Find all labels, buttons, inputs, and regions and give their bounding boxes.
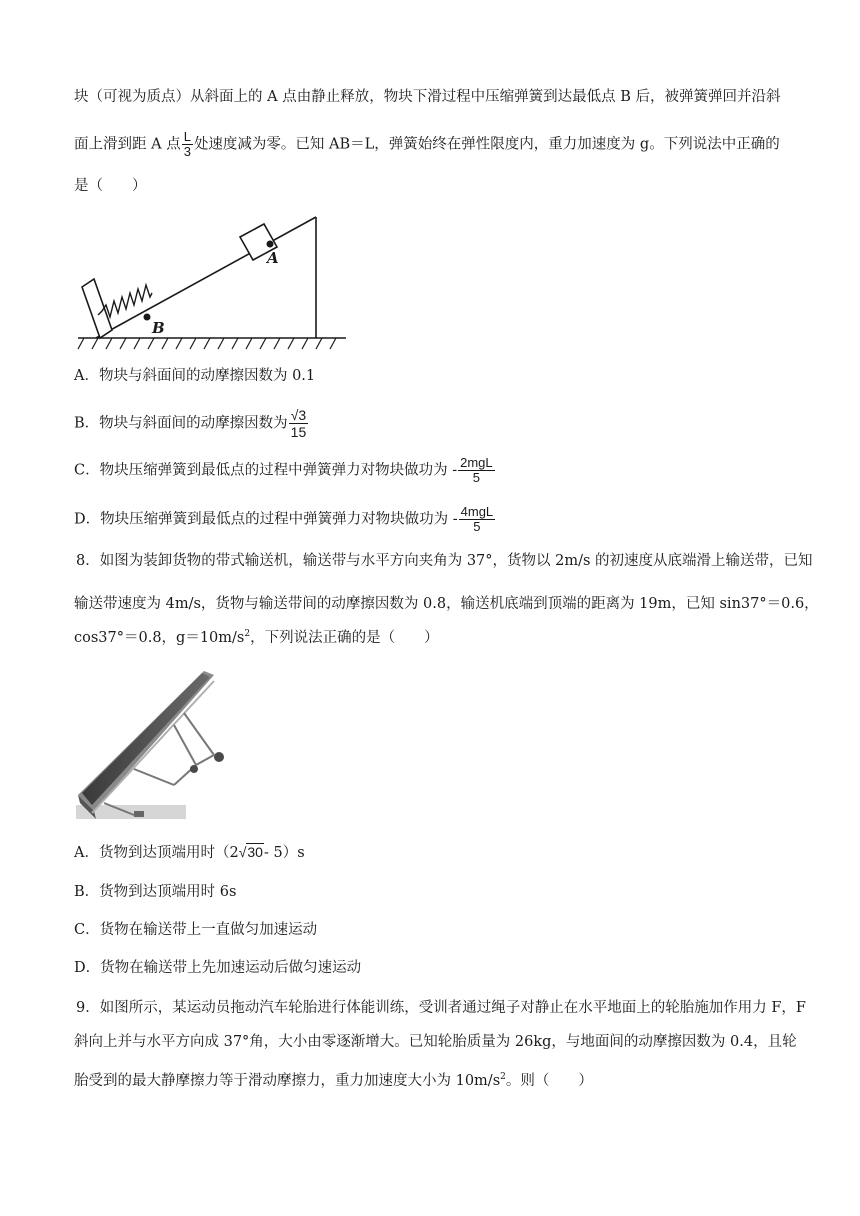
q7-line-3: 是（ ） bbox=[74, 178, 147, 194]
fraction-l-over-3: $\frac{L}{3}$ bbox=[183, 129, 191, 159]
q8-line-1: 8．如图为装卸货物的带式输送机，输送带与水平方向夹角为 37°，货物以 2m/s 的初速度从底端滑上输送带，已知 bbox=[76, 553, 813, 569]
sqrt-30: √30 bbox=[238, 844, 263, 860]
point-b-dot bbox=[144, 314, 151, 321]
q8-option-c[interactable]: C．货物在输送带上一直做匀加速运动 bbox=[74, 922, 318, 938]
fraction-4mgl-over-5: $\frac{\text{4mgL}}{5}$ bbox=[460, 504, 494, 534]
q7-option-d[interactable]: D．物块压缩弹簧到最低点的过程中弹簧弹力对物块做功为 - $\frac{\text{4mgL}}{5}$ bbox=[74, 504, 494, 534]
q8-line-2: 输送带速度为 4m/s，货物与输送带间的动摩擦因数为 0.8，输送机底端到顶端的距离为 19m，已知 sin37°＝0.6， bbox=[74, 596, 819, 612]
q7-line-2: 面上滑到距 A 点 $\frac{L}{3}$ 处速度减为零。已知 AB＝L，弹簧始终在弹性限度内，重力加速度为 g。下列说法中正确的 bbox=[74, 129, 780, 159]
q9-line-1: 9．如图所示，某运动员拖动汽车轮胎进行体能训练，受训者通过绳子对静止在水平地面上的轮胎施加作用力 F，F bbox=[76, 1000, 806, 1016]
q7-option-b[interactable]: B．物块与斜面间的动摩擦因数为 $\frac{√3}{15}$ bbox=[74, 407, 307, 440]
label-a: A bbox=[267, 249, 279, 267]
q8-line-3: cos37°＝0.8，$g=10m/s^2$，下列说法正确的是（ ） bbox=[74, 629, 439, 646]
point-a-dot bbox=[267, 241, 274, 248]
q7-option-c[interactable]: C．物块压缩弹簧到最低点的过程中弹簧弹力对物块做功为 - $\frac{\text{2mgL}}{5}$ bbox=[74, 455, 493, 485]
q7-option-a[interactable]: A．物块与斜面间的动摩擦因数为 0.1 bbox=[74, 368, 316, 384]
q8-option-a[interactable]: A．货物到达顶端用时（2√30- 5）s bbox=[74, 844, 305, 861]
q8-option-d[interactable]: D．货物在输送带上先加速运动后做匀速运动 bbox=[74, 960, 362, 976]
label-b: B bbox=[152, 319, 165, 337]
q9-line-3: 胎受到的最大静摩擦力等于滑动摩擦力，重力加速度大小为 $10m/s^2$。则（ ） bbox=[74, 1072, 593, 1089]
fraction-sqrt3-over-15: $\frac{√3}{15}$ bbox=[290, 407, 307, 440]
q7-line-1: 块（可视为质点）从斜面上的 A 点由静止释放，物块下滑过程中压缩弹簧到达最低点 B 后，被弹簧弹回并沿斜 bbox=[74, 89, 781, 105]
conveyor-belt-photo bbox=[74, 665, 224, 825]
q8-option-b[interactable]: B．货物到达顶端用时 6s bbox=[74, 884, 237, 900]
q9-line-2: 斜向上并与水平方向成 37°角，大小由零逐渐增大。已知轮胎质量为 26kg，与地面间的动摩擦因数为 0.4，且轮 bbox=[74, 1034, 797, 1050]
fraction-2mgl-over-5: $\frac{\text{2mgL}}{5}$ bbox=[460, 455, 493, 485]
incline-spring-figure bbox=[74, 205, 354, 355]
